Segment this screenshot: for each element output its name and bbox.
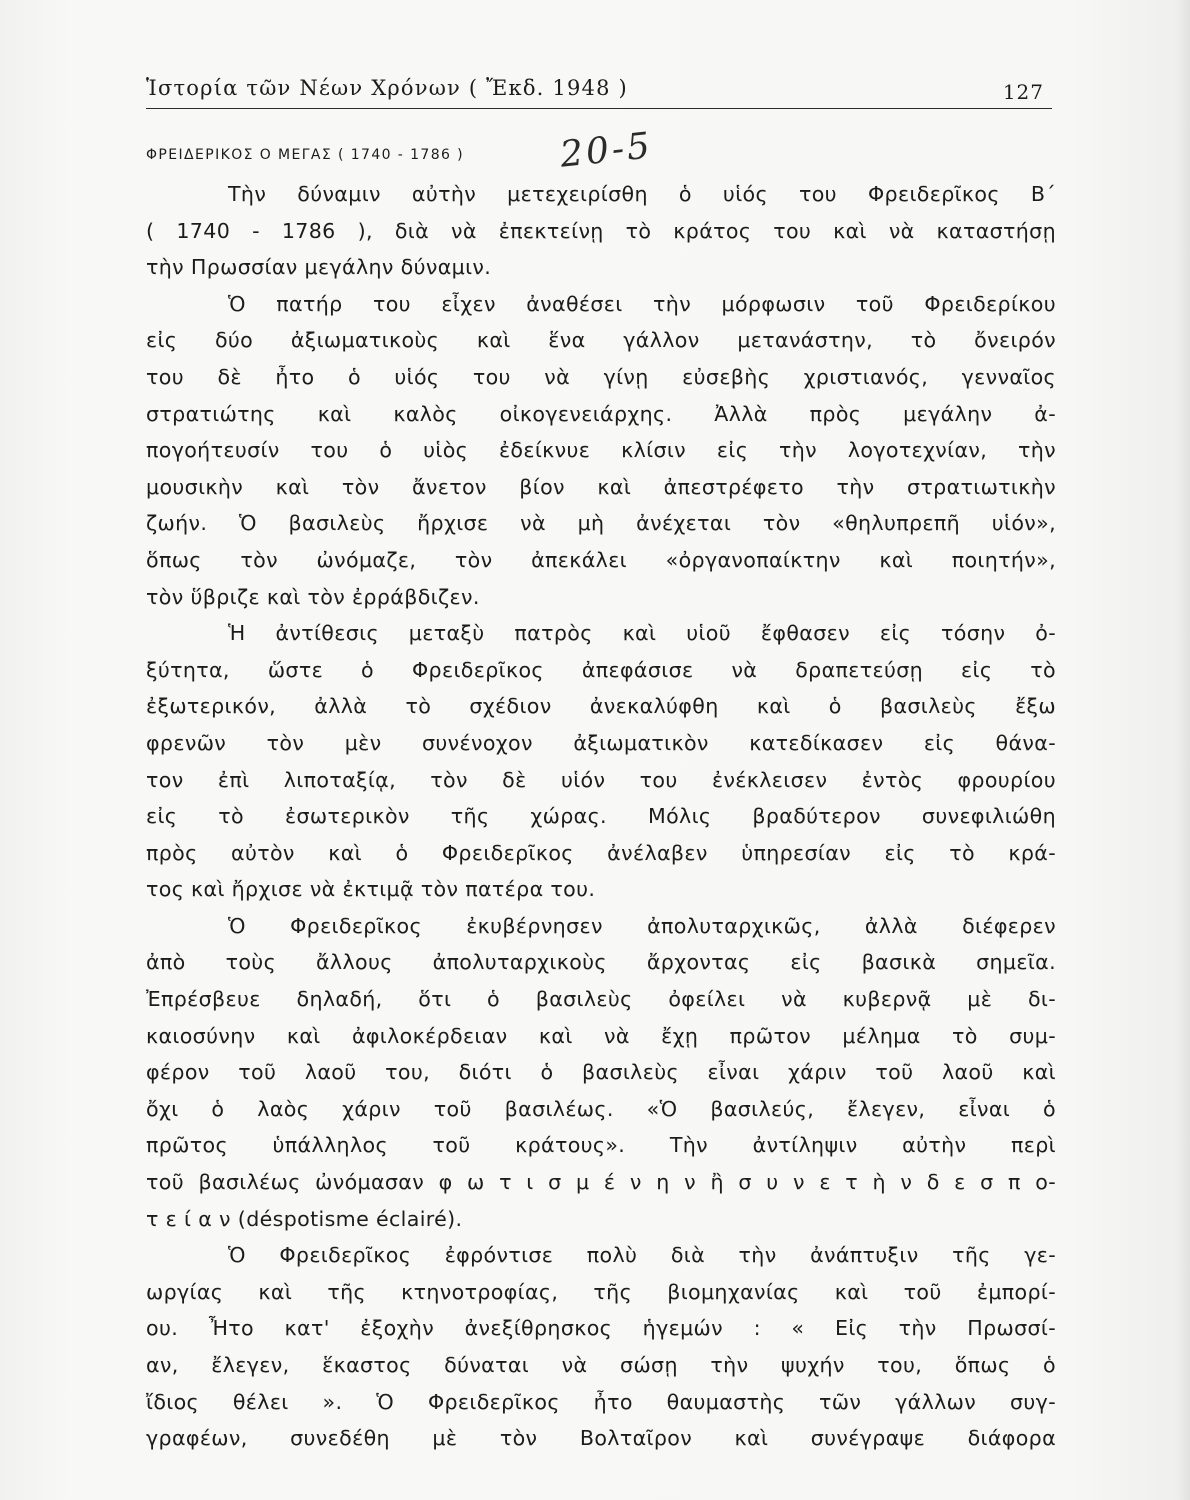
text-line: Ἐπρέσβευε δηλαδή, ὅτι ὁ βασιλεὺς ὀφείλει νὰ κυβερνᾷ μὲ δι- [146, 987, 1056, 1012]
book-title: Ἱστορία τῶν Νέων Χρόνων ( Ἔκδ. 1948 ) [146, 76, 628, 100]
text-line: καιοσύνην καὶ ἀφιλοκέρδειαν καὶ νὰ ἔχῃ πρῶτον μέλημα τὸ συμ- [146, 1023, 1056, 1048]
text-line: Ὁ Φρειδερῖκος ἐφρόντισε πολὺ διὰ τὴν ἀνάπτυξιν τῆς γε- [228, 1243, 1056, 1268]
text-line: ζωήν. Ὁ βασιλεὺς ἤρχισε νὰ μὴ ἀνέχεται τὸν «θηλυπρεπῆ υἱόν», [146, 511, 1056, 536]
text-line: ωργίας καὶ τῆς κτηνοτροφίας, τῆς βιομηχανίας καὶ τοῦ ἐμπορί- [146, 1279, 1056, 1304]
running-header [146, 74, 1052, 109]
text-line: αν, ἔλεγεν, ἕκαστος δύναται νὰ σώσῃ τὴν ψυχήν του, ὅπως ὁ [146, 1353, 1056, 1377]
page-edge-shadow [1176, 0, 1190, 1500]
text-line: πογοήτευσίν του ὁ υἱὸς ἐδείκνυε κλίσιν εἰς τὴν λογοτεχνίαν, τὴν [146, 438, 1056, 463]
text-line: πρῶτος ὑπάλληλος τοῦ κράτους». Τὴν ἀντίληψιν αὐτὴν περὶ [146, 1133, 1056, 1158]
text-line: τοῦ βασιλέως ὠνόμασαν φ ω τ ι σ μ έ ν η ν ἢ σ υ ν ε τ ὴ ν δ ε σ π ο- [146, 1170, 1056, 1195]
text-line: εἰς δύο ἀξιωματικοὺς καὶ ἕνα γάλλον μετανάστην, τὸ ὄνειρόν [146, 328, 1056, 353]
text-line: φρενῶν τὸν μὲν συνένοχον ἀξιωματικὸν κατεδίκασεν εἰς θάνα- [146, 730, 1056, 755]
text-line: τὴν Πρωσσίαν μεγάλην δύναμιν. [146, 255, 492, 280]
text-line: Τὴν δύναμιν αὐτὴν μετεχειρίσθη ὁ υἱός του Φρειδερῖκος Β΄ [228, 182, 1056, 206]
text-line: Ὁ Φρειδερῖκος ἐκυβέρνησεν ἀπολυταρχικῶς, ἀλλὰ διέφερεν [228, 913, 1056, 938]
text-line: ( 1740 - 1786 ), διὰ νὰ ἐπεκτείνῃ τὸ κράτος του καὶ νὰ καταστήσῃ [146, 218, 1056, 243]
text-line: Ἡ ἀντίθεσις μεταξὺ πατρὸς καὶ υἱοῦ ἔφθασεν εἰς τόσην ὀ- [228, 621, 1056, 646]
text-line: ου. Ἦτο κατ' ἐξοχὴν ἀνεξίθρησκος ἡγεμών : « Εἰς τὴν Πρωσσί- [146, 1316, 1056, 1341]
text-line: του δὲ ἦτο ὁ υἱός του νὰ γίνῃ εὐσεβὴς χριστιανός, γενναῖος [146, 364, 1056, 389]
text-line: ξύτητα, ὥστε ὁ Φρειδερῖκος ἀπεφάσισε νὰ δραπετεύσῃ εἰς τὸ [146, 657, 1056, 682]
text-line: μουσικὴν καὶ τὸν ἄνετον βίον καὶ ἀπεστρέφετο τὴν στρατιωτικὴν [146, 474, 1056, 499]
handwritten-annotation: 20-5 [558, 125, 655, 176]
body-text [146, 176, 1056, 1457]
text-line: εἰς τὸ ἐσωτερικὸν τῆς χώρας. Μόλις βραδύτερον συνεφιλιώθη [146, 804, 1056, 829]
text-line: στρατιώτης καὶ καλὸς οἰκογενειάρχης. Ἀλλὰ πρὸς μεγάλην ἀ- [146, 401, 1056, 426]
text-line: τον ἐπὶ λιποταξίᾳ, τὸν δὲ υἱόν του ἐνέκλεισεν ἐντὸς φρουρίου [146, 767, 1056, 792]
text-line: ὅπως τὸν ὠνόμαζε, τὸν ἀπεκάλει «ὀργανοπαίκτην καὶ ποιητήν», [146, 547, 1056, 572]
text-line: ὄχι ὁ λαὸς χάριν τοῦ βασιλέως. «Ὁ βασιλεύς, ἔλεγεν, εἶναι ὁ [146, 1096, 1056, 1121]
text-line: Ὁ πατήρ του εἶχεν ἀναθέσει τὴν μόρφωσιν τοῦ Φρειδερίκου [228, 291, 1056, 316]
text-line: τ ε ί α ν (déspotisme éclairé). [146, 1206, 463, 1231]
text-line: γραφέων, συνεδέθη μὲ τὸν Βολταῖρον καὶ συνέγραψε διάφορα [146, 1426, 1056, 1451]
text-line: ἴδιος θέλει ». Ὁ Φρειδερῖκος ἦτο θαυμαστὴς τῶν γάλλων συγ- [146, 1389, 1056, 1414]
text-line: τος καὶ ἤρχισε νὰ ἐκτιμᾷ τὸν πατέρα του. [146, 877, 596, 902]
section-title: ΦΡΕΙΔΕΡΙΚΟΣ Ο ΜΕΓΑΣ ( 1740 - 1786 ) [146, 147, 465, 163]
text-line: ἐξωτερικόν, ἀλλὰ τὸ σχέδιον ἀνεκαλύφθη καὶ ὁ βασιλεὺς ἔξω [146, 694, 1056, 719]
text-line: φέρον τοῦ λαοῦ του, διότι ὁ βασιλεὺς εἶναι χάριν τοῦ λαοῦ καὶ [146, 1060, 1056, 1085]
text-line: ἀπὸ τοὺς ἄλλους ἀπολυταρχικοὺς ἄρχοντας εἰς βασικὰ σημεῖα. [146, 950, 1056, 975]
page-number: 127 [1002, 80, 1044, 104]
text-line: πρὸς αὐτὸν καὶ ὁ Φρειδερῖκος ἀνέλαβεν ὑπηρεσίαν εἰς τὸ κρά- [146, 840, 1056, 865]
text-line: τὸν ὕβριζε καὶ τὸν ἐρράβδιζεν. [146, 584, 480, 609]
